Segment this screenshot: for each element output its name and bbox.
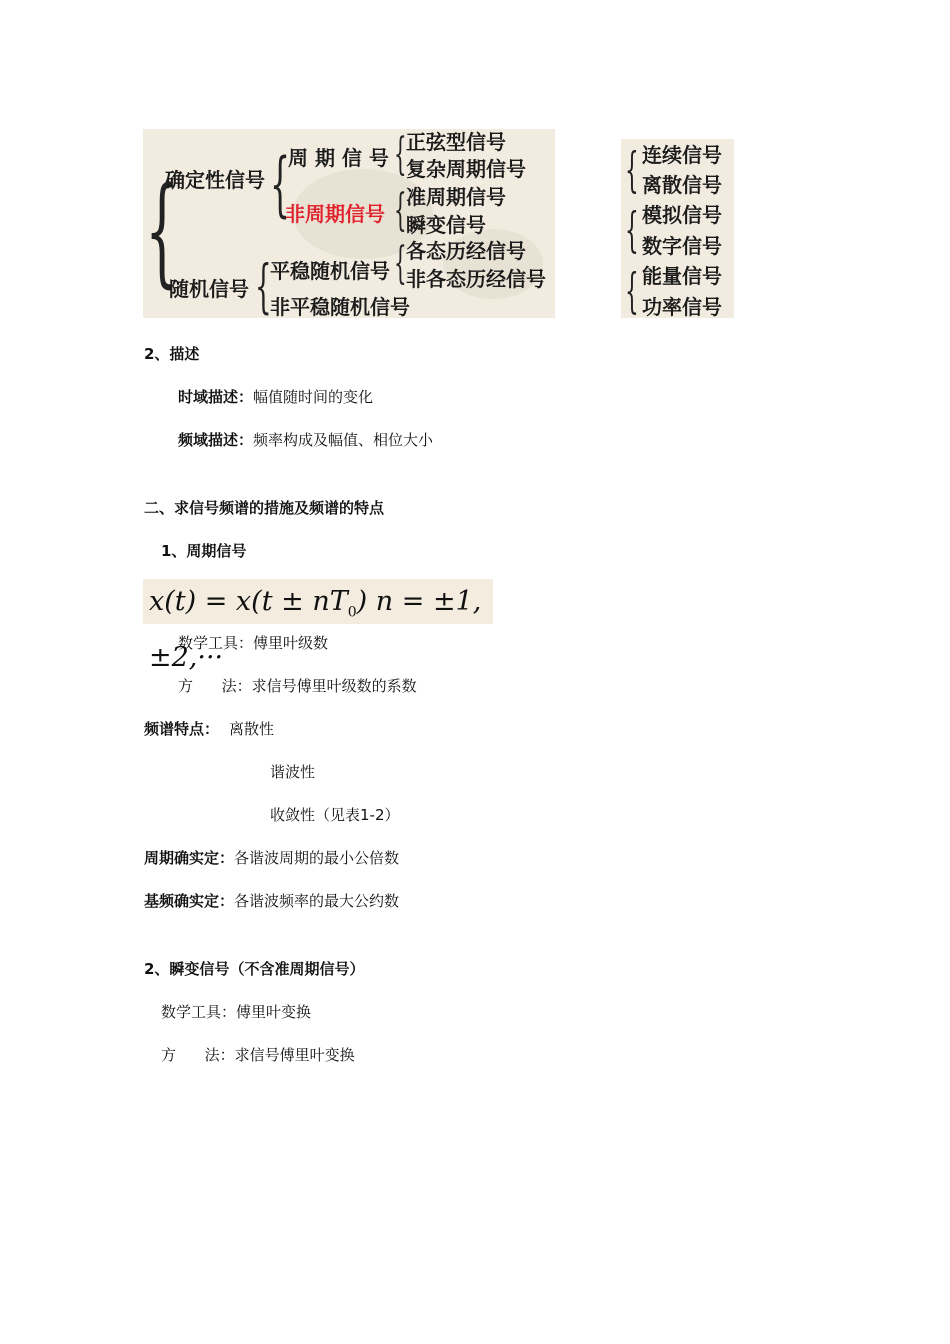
label-stationary: 平稳随机信号: [270, 259, 390, 283]
brace-icon: {: [394, 185, 407, 236]
brace-icon: {: [625, 263, 639, 318]
spectrum-item: 谐波性: [270, 763, 316, 781]
spectrum-features-line: [144, 719, 274, 739]
label-deterministic: 确定性信号: [165, 168, 265, 192]
transient-method-line: [161, 1045, 355, 1065]
freq-domain-text: 频率构成及幅值、相位大小: [253, 431, 434, 449]
label-ergodic: 各态历经信号: [406, 239, 526, 263]
brace-icon: {: [255, 252, 272, 318]
label-non-periodic: 非周期信号: [285, 202, 385, 226]
label-transient: 瞬变信号: [406, 213, 486, 237]
brace-icon: {: [270, 143, 291, 225]
time-domain-text: 幅值随时间的变化: [253, 388, 374, 406]
label-complex-periodic: 复杂周期信号: [406, 157, 526, 181]
fundamental-label: 基频确实定：: [144, 892, 235, 910]
signal-classification-diagram: [143, 129, 555, 318]
signal-type-item: 模拟信号: [642, 203, 722, 227]
math-tool-line: 数学工具：傅里叶级数: [178, 634, 329, 652]
label-periodic: 周 期 信 号: [288, 146, 389, 170]
formula-part: ) n = ±1,±2,···: [149, 586, 482, 674]
brace-icon: {: [625, 142, 639, 198]
method-line: [178, 676, 417, 696]
brace-icon: {: [394, 238, 407, 289]
signal-type-item: 离散信号: [642, 173, 722, 197]
transient-method-text: 求信号傅里叶变换: [234, 1046, 355, 1064]
formula-part: x(t) = x(t ± nT: [149, 586, 348, 617]
signal-type-item: 能量信号: [642, 264, 722, 288]
time-domain-line: [178, 387, 373, 407]
transient-tool-line: 数学工具：傅里叶变换: [161, 1003, 312, 1021]
period-determination-line: [144, 848, 399, 868]
label-quasi-periodic: 准周期信号: [406, 185, 506, 209]
transient-method-label: 方 法：: [161, 1046, 235, 1064]
method-label: 方 法：: [178, 677, 252, 695]
signal-types-diagram: [621, 139, 734, 318]
heading-describe: 2、描述: [144, 345, 200, 363]
period-label: 周期确实定：: [144, 849, 235, 867]
spectrum-item: 离散性: [229, 720, 275, 738]
heading-transient-signal: 2、瞬变信号（不含准周期信号）: [144, 960, 365, 978]
brace-icon: {: [145, 161, 179, 299]
brace-icon: {: [394, 129, 407, 180]
signal-type-item: 功率信号: [642, 295, 722, 318]
label-non-stationary: 非平稳随机信号: [270, 295, 410, 318]
spectrum-label: 频谱特点：: [144, 720, 220, 738]
time-domain-label: 时域描述：: [178, 388, 254, 406]
label-non-ergodic: 非各态历经信号: [406, 267, 546, 291]
brace-icon: {: [625, 202, 639, 258]
signal-type-item: 连续信号: [642, 143, 722, 167]
formula-subscript: 0: [347, 604, 357, 621]
method-text: 求信号傅里叶级数的系数: [251, 677, 417, 695]
heading-periodic-signal: 1、周期信号: [161, 542, 247, 560]
fundamental-text: 各谐波频率的最大公约数: [234, 892, 400, 910]
freq-domain-label: 频域描述：: [178, 431, 254, 449]
fundamental-determination-line: [144, 891, 399, 911]
label-random: 随机信号: [169, 277, 249, 301]
label-sinusoidal: 正弦型信号: [406, 130, 506, 154]
heading-section-two: 二、求信号频谱的措施及频谱的特点: [144, 499, 385, 517]
freq-domain-line: [178, 430, 433, 450]
spectrum-item: 收敛性（见表1-2）: [270, 806, 400, 824]
signal-type-item: 数字信号: [642, 234, 722, 258]
period-text: 各谐波周期的最小公倍数: [234, 849, 400, 867]
